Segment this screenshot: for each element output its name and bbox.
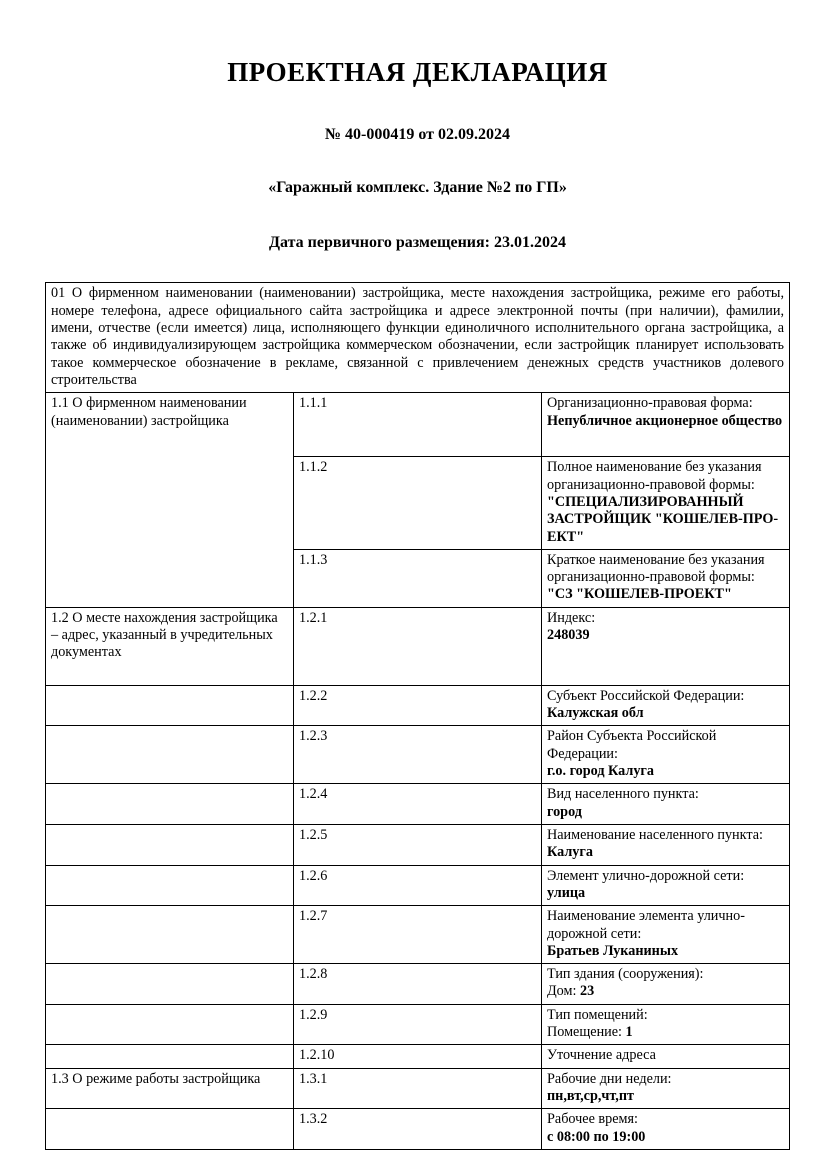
table-row — [46, 607, 790, 685]
row-value-line — [547, 983, 784, 1000]
table-row — [46, 726, 790, 784]
row-number-1-2-3: 1.2.3 — [294, 726, 542, 784]
group-label-spacer — [46, 784, 294, 825]
row-caption: Рабочее время: — [547, 1111, 638, 1128]
row-value-1-1-3 — [542, 549, 790, 607]
group-label-spacer — [46, 964, 294, 1005]
row-value: Калуга — [547, 844, 593, 861]
row-value-1-2-5 — [542, 824, 790, 865]
row-subcaption: Дом: — [547, 983, 580, 1000]
row-value: Братьев Луканиных — [547, 942, 679, 959]
row-caption: Наименование элемента улично-дорожной сети: — [547, 908, 745, 942]
group-label-spacer — [46, 906, 294, 964]
row-value: "СЗ "КОШЕЛЕВ-ПРОЕКТ" — [547, 586, 732, 603]
row-number-1-3-1: 1.3.1 — [294, 1068, 542, 1109]
group-label-spacer — [46, 1045, 294, 1068]
table-row — [46, 784, 790, 825]
row-caption: Организационно-правовая форма: — [547, 395, 753, 412]
group-label-spacer — [46, 726, 294, 784]
group-label-spacer — [46, 865, 294, 906]
row-number-1-1-3: 1.1.3 — [294, 549, 542, 607]
group-label-1-3: 1.3 О режиме работы застройщика — [46, 1068, 294, 1109]
row-number-1-3-2: 1.3.2 — [294, 1109, 542, 1150]
declaration-table — [45, 282, 790, 1150]
row-caption: Элемент улично-дорожной сети: — [547, 867, 745, 884]
row-value-1-3-1 — [542, 1068, 790, 1109]
table-row — [46, 865, 790, 906]
row-value: улица — [547, 884, 586, 901]
declaration-number: № 40-000419 от 02.09.2024 — [324, 126, 511, 144]
row-value: "СПЕЦИАЛИЗИРОВАННЫЙ ЗАСТРОЙЩИК "КОШЕЛЕВ-ПРО-ЕКТ" — [547, 493, 779, 545]
table-row — [46, 1109, 790, 1150]
row-caption: Наименование населенного пункта: — [547, 826, 763, 843]
row-value-1-1-1 — [542, 393, 790, 457]
row-value-1-2-6 — [542, 865, 790, 906]
row-number-1-2-2: 1.2.2 — [294, 685, 542, 726]
table-row — [46, 906, 790, 964]
row-number-1-2-8: 1.2.8 — [294, 964, 542, 1005]
group-label-1-2: 1.2 О месте нахождения застройщика – адрес, указанный в учредительных документах — [46, 607, 294, 685]
row-caption: Краткое наименование без указания организационно-правовой формы: — [547, 551, 765, 586]
table-row — [46, 393, 790, 457]
group-label-1-1: 1.1 О фирменном наименовании (наименовании) застройщика — [46, 393, 294, 608]
row-value: 23 — [579, 983, 595, 1000]
row-number-1-2-1: 1.2.1 — [294, 607, 542, 685]
group-label-spacer — [46, 1109, 294, 1150]
row-value: город — [547, 803, 582, 820]
row-value-1-2-10 — [542, 1045, 790, 1068]
table-row — [46, 685, 790, 726]
group-label-spacer — [46, 1004, 294, 1045]
row-caption: Район Субъекта Российской Федерации: — [547, 728, 717, 762]
row-value: 248039 — [547, 627, 590, 644]
row-value-1-2-1 — [542, 607, 790, 685]
row-value-1-2-4 — [542, 784, 790, 825]
section-01-text: 01 О фирменном наименовании (наименовании) застройщика, месте нахождения застройщика, режиме его работы, номере телефона, адресе официального сайта застройщика и адресе электронной почты (при наличии), фамилии, имени, отчестве (если имеется) лица, исполняющего функции единоличного исполнительного органа застройщика, а также об индивидуализирующем застройщика коммерческом обозначении, если застройщик планирует использовать такое коммерческое обозначение в рекламе, связанной с привлечением денежных средств участников долевого строительства — [46, 283, 790, 393]
row-caption: Субъект Российской Федерации: — [547, 687, 745, 704]
table-row — [46, 1004, 790, 1045]
table-row — [46, 1068, 790, 1109]
row-number-1-1-1: 1.1.1 — [294, 393, 542, 457]
row-subcaption: Помещение: — [547, 1024, 626, 1041]
row-value: 1 — [625, 1024, 633, 1041]
row-value-1-2-7 — [542, 906, 790, 964]
row-value-1-2-8 — [542, 964, 790, 1005]
table-row — [46, 964, 790, 1005]
row-number-1-1-2: 1.1.2 — [294, 457, 542, 550]
row-value-1-2-2 — [542, 685, 790, 726]
row-caption: Полное наименование без указания организационно-правовой формы: — [547, 459, 762, 493]
row-caption: Индекс: — [547, 609, 596, 626]
first-publication-date: Дата первичного размещения: 23.01.2024 — [269, 234, 566, 252]
row-number-1-2-4: 1.2.4 — [294, 784, 542, 825]
row-number-1-2-5: 1.2.5 — [294, 824, 542, 865]
row-value: пн,вт,ср,чт,пт — [547, 1088, 634, 1105]
row-number-1-2-7: 1.2.7 — [294, 906, 542, 964]
table-row-section-head — [46, 283, 790, 393]
row-number-1-2-10: 1.2.10 — [294, 1045, 542, 1068]
row-value-1-1-2 — [542, 457, 790, 550]
row-caption: Тип здания (сооружения): — [547, 966, 704, 983]
row-value: с 08:00 по 19:00 — [547, 1128, 646, 1145]
group-label-spacer — [46, 824, 294, 865]
row-caption: Рабочие дни недели: — [547, 1070, 672, 1087]
row-value-1-2-3 — [542, 726, 790, 784]
row-caption: Тип помещений: — [547, 1006, 648, 1023]
row-caption: Вид населенного пункта: — [547, 786, 699, 803]
row-number-1-2-6: 1.2.6 — [294, 865, 542, 906]
row-value-line — [547, 1024, 784, 1041]
row-value-1-2-9 — [542, 1004, 790, 1045]
table-row — [46, 824, 790, 865]
row-value-1-3-2 — [542, 1109, 790, 1150]
table-row — [46, 1045, 790, 1068]
row-caption: Уточнение адреса — [547, 1047, 656, 1064]
row-number-1-2-9: 1.2.9 — [294, 1004, 542, 1045]
row-value: г.о. город Калуга — [547, 763, 654, 780]
row-value: Калужская обл — [547, 705, 644, 722]
group-label-spacer — [46, 685, 294, 726]
page-title: ПРОЕКТНАЯ ДЕКЛАРАЦИЯ — [227, 57, 608, 87]
declaration-object: «Гаражный комплекс. Здание №2 по ГП» — [268, 179, 567, 197]
row-value: Непубличное акционерное общество — [547, 412, 783, 429]
